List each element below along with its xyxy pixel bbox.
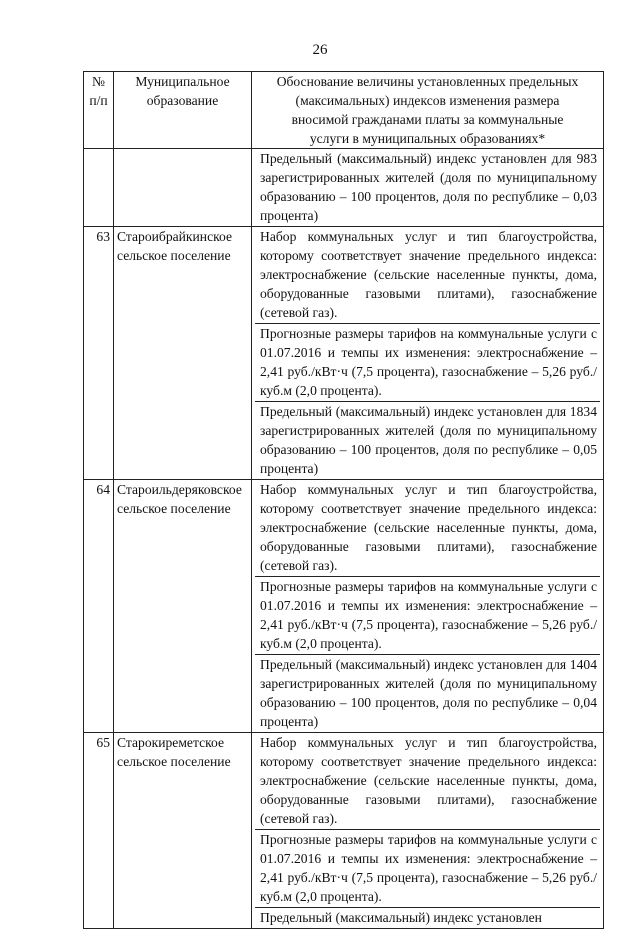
description-paragraph: Набор коммунальных услуг и тип благоустройства, которому соответствует значение предельного индекса: электроснабжение (сельские населенные пункты, дома, оборудованные газовыми плитами), газоснабжение (сетевой газ). bbox=[260, 735, 597, 826]
row-municipality bbox=[114, 480, 252, 733]
header-number-line: № bbox=[92, 74, 105, 89]
description-paragraph: Предельный (максимальный) индекс установлен для 1834 зарегистрированных жителей (доля по муниципальному образованию – 100 процентов, доля по республике – 0,05 процента) bbox=[255, 401, 600, 479]
row-number: 64 bbox=[84, 480, 114, 733]
row-number: 63 bbox=[84, 227, 114, 480]
header-municipality-line: образование bbox=[146, 93, 219, 108]
row-number: 65 bbox=[84, 733, 114, 929]
description-paragraph: Прогнозные размеры тарифов на коммунальные услуги с 01.07.2016 и темпы их изменения: электроснабжение – 2,41 руб./кВт·ч (7,5 процента), газоснабжение – 5,26 руб./куб.м (2,0 процента). bbox=[255, 576, 600, 654]
municipality-name: Староибрайкинское bbox=[117, 229, 233, 244]
description-paragraph: Предельный (максимальный) индекс установлен bbox=[255, 907, 600, 928]
header-description bbox=[252, 72, 604, 149]
municipality-type: сельское поселение bbox=[117, 501, 231, 516]
row-description bbox=[252, 149, 604, 227]
table-row-continuation bbox=[84, 149, 604, 227]
description-paragraph: Предельный (максимальный) индекс установлен для 1404 зарегистрированных жителей (доля по муниципальному образованию – 100 процентов, доля по республике – 0,04 процента) bbox=[255, 654, 600, 732]
row-municipality bbox=[114, 733, 252, 929]
header-description-line: (максимальных) индексов изменения размера bbox=[295, 93, 560, 108]
table-row bbox=[84, 227, 604, 480]
description-paragraph: Набор коммунальных услуг и тип благоустройства, которому соответствует значение предельного индекса: электроснабжение (сельские населенные пункты, дома, оборудованные газовыми плитами), газоснабжение (сетевой газ). bbox=[260, 482, 597, 573]
row-description bbox=[252, 480, 604, 733]
table-header-row bbox=[84, 72, 604, 149]
municipality-name: Староильдеряковское bbox=[117, 482, 242, 497]
header-description-line: вносимой гражданами платы за коммунальные bbox=[291, 112, 564, 127]
header-municipality bbox=[114, 72, 252, 149]
header-municipality-line: Муниципальное bbox=[135, 74, 230, 89]
page-number: 26 bbox=[312, 42, 328, 58]
municipality-name: Старокиреметское bbox=[117, 735, 225, 750]
table-row bbox=[84, 480, 604, 733]
description-paragraph: Прогнозные размеры тарифов на коммунальные услуги с 01.07.2016 и темпы их изменения: электроснабжение – 2,41 руб./кВт·ч (7,5 процента), газоснабжение – 5,26 руб./куб.м (2,0 процента). bbox=[255, 323, 600, 401]
tariff-index-table bbox=[83, 71, 604, 929]
table-row bbox=[84, 733, 604, 929]
description-paragraph: Прогнозные размеры тарифов на коммунальные услуги с 01.07.2016 и темпы их изменения: электроснабжение – 2,41 руб./кВт·ч (7,5 процента), газоснабжение – 5,26 руб./куб.м (2,0 процента). bbox=[255, 829, 600, 907]
row-municipality bbox=[114, 227, 252, 480]
row-municipality bbox=[114, 149, 252, 227]
description-paragraph: Набор коммунальных услуг и тип благоустройства, которому соответствует значение предельного индекса: электроснабжение (сельские населенные пункты, дома, оборудованные газовыми плитами), газоснабжение (сетевой газ). bbox=[260, 229, 597, 320]
municipality-type: сельское поселение bbox=[117, 754, 231, 769]
row-description bbox=[252, 733, 604, 929]
header-number-line: п/п bbox=[89, 93, 108, 108]
row-description bbox=[252, 227, 604, 480]
row-number bbox=[84, 149, 114, 227]
description-paragraph: Предельный (максимальный) индекс установлен для 983 зарегистрированных жителей (доля по муниципальному образованию – 100 процентов, доля по республике – 0,03 процента) bbox=[260, 151, 597, 223]
header-description-line: услуги в муниципальных образованиях* bbox=[309, 131, 546, 146]
header-description-line: Обоснование величины установленных предельных bbox=[276, 74, 579, 89]
municipality-type: сельское поселение bbox=[117, 248, 231, 263]
header-number bbox=[84, 72, 114, 149]
